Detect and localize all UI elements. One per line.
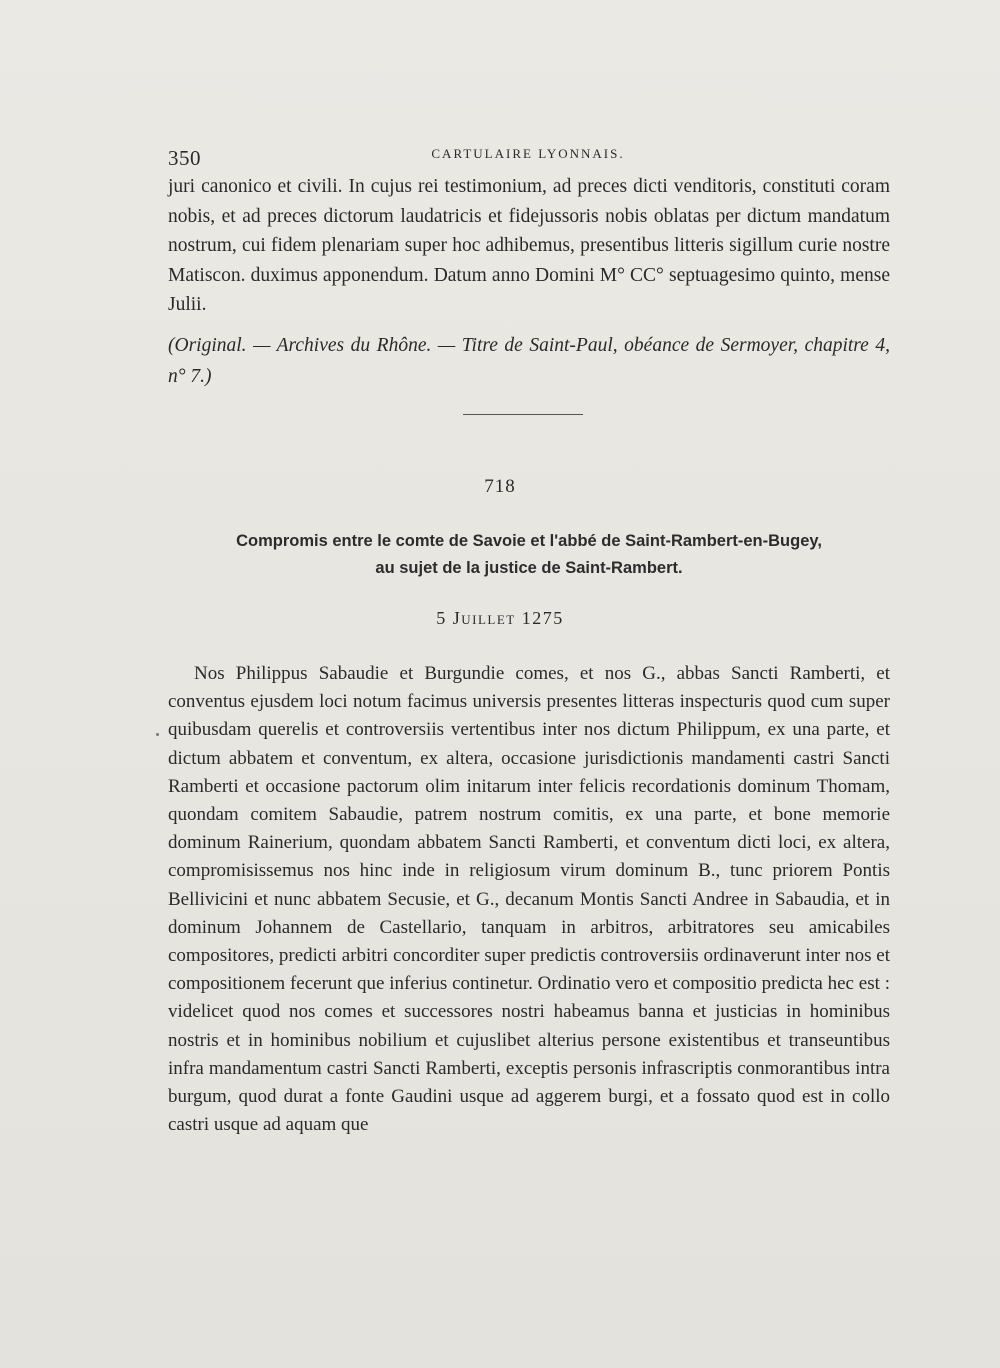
section-divider xyxy=(463,414,583,415)
charter-body xyxy=(168,660,890,1139)
source-note: (Original. — Archives du Rhône. — Titre de Saint-Paul, obéance de Sermoyer, chapitre 4, n° 7.) xyxy=(168,335,890,387)
page-header xyxy=(168,142,888,172)
charter-number: 718 xyxy=(484,476,516,497)
charter-date: 5 Juillet 1275 xyxy=(436,608,564,628)
charter-title-line-1: Compromis entre le comte de Savoie et l'abbé de Saint-Rambert-en-Bugey, xyxy=(236,532,822,550)
continued-paragraph-text: juri canonico et civili. In cujus rei testimonium, ad preces dicti venditoris, constituti coram nobis, et ad preces dictorum laudatricis et fidejussoris nobis oblatas per dictum mandatum nostrum, cui fidem plenariam super hoc adhibemus, presentibus litteris sigillum curie nostre Matiscon. duximus apponendum. Datum anno Domini M° CC° septuagesimo quinto, mense Julii. xyxy=(168,176,890,315)
charter-body-text: Nos Philippus Sabaudie et Burgundie comes, et nos G., abbas Sancti Ramberti, et conventus ejusdem loci notum facimus universis presentes litteras inspecturis quod cum super quibusdam querelis et controversiis vertentibus inter nos dictum Philippum, ex una parte, et dictum abbatem et conventum, ex altera, occasione jurisdictionis mandamenti castri Sancti Ramberti et occasione pactorum olim initarum inter felicis recordationis dominum Thomam, quondam comitem Sabaudie, patrem nostrum comitis, ex una parte, et bone memorie dominum Rainerium, quondam abbatem Sancti Ramberti, et conventum dicti loci, ex altera, compromisissemus nos hinc inde in religiosum virum dominum B., tunc priorem Pontis Bellivicini et nunc abbatem Secusie, et G., decanum Montis Sancti Andree in Sabaudia, et in dominum Johannem de Castellario, tanquam in arbitros, arbitratores seu amicabiles compositores, predicti arbitri concorditer super predictis controversiis ordinaverunt inter nos et compositionem fecerunt que inferius continetur. Ordinatio vero et compositio predicta hec est : videlicet quod nos comes et successores nostri habeamus banna et justicias in hominibus nostris et in hominibus nobilium et cujuslibet alterius persone existentibus et transeuntibus infra mandamentum castri Sancti Ramberti, exceptis personis infrascriptis conmorantibus intra burgum, quod durat a fonte Gaudini usque ad aggerem burgi, et a fossato quod est in collo castri usque ad aquam que xyxy=(168,663,890,1136)
charter-title xyxy=(168,528,890,582)
page-number: 350 xyxy=(168,146,201,170)
running-head: CARTULAIRE LYONNAIS. xyxy=(431,146,625,161)
continued-paragraph xyxy=(168,172,890,320)
charter-title-line-2: au sujet de la justice de Saint-Rambert. xyxy=(375,559,683,577)
paper-speck xyxy=(156,733,159,736)
